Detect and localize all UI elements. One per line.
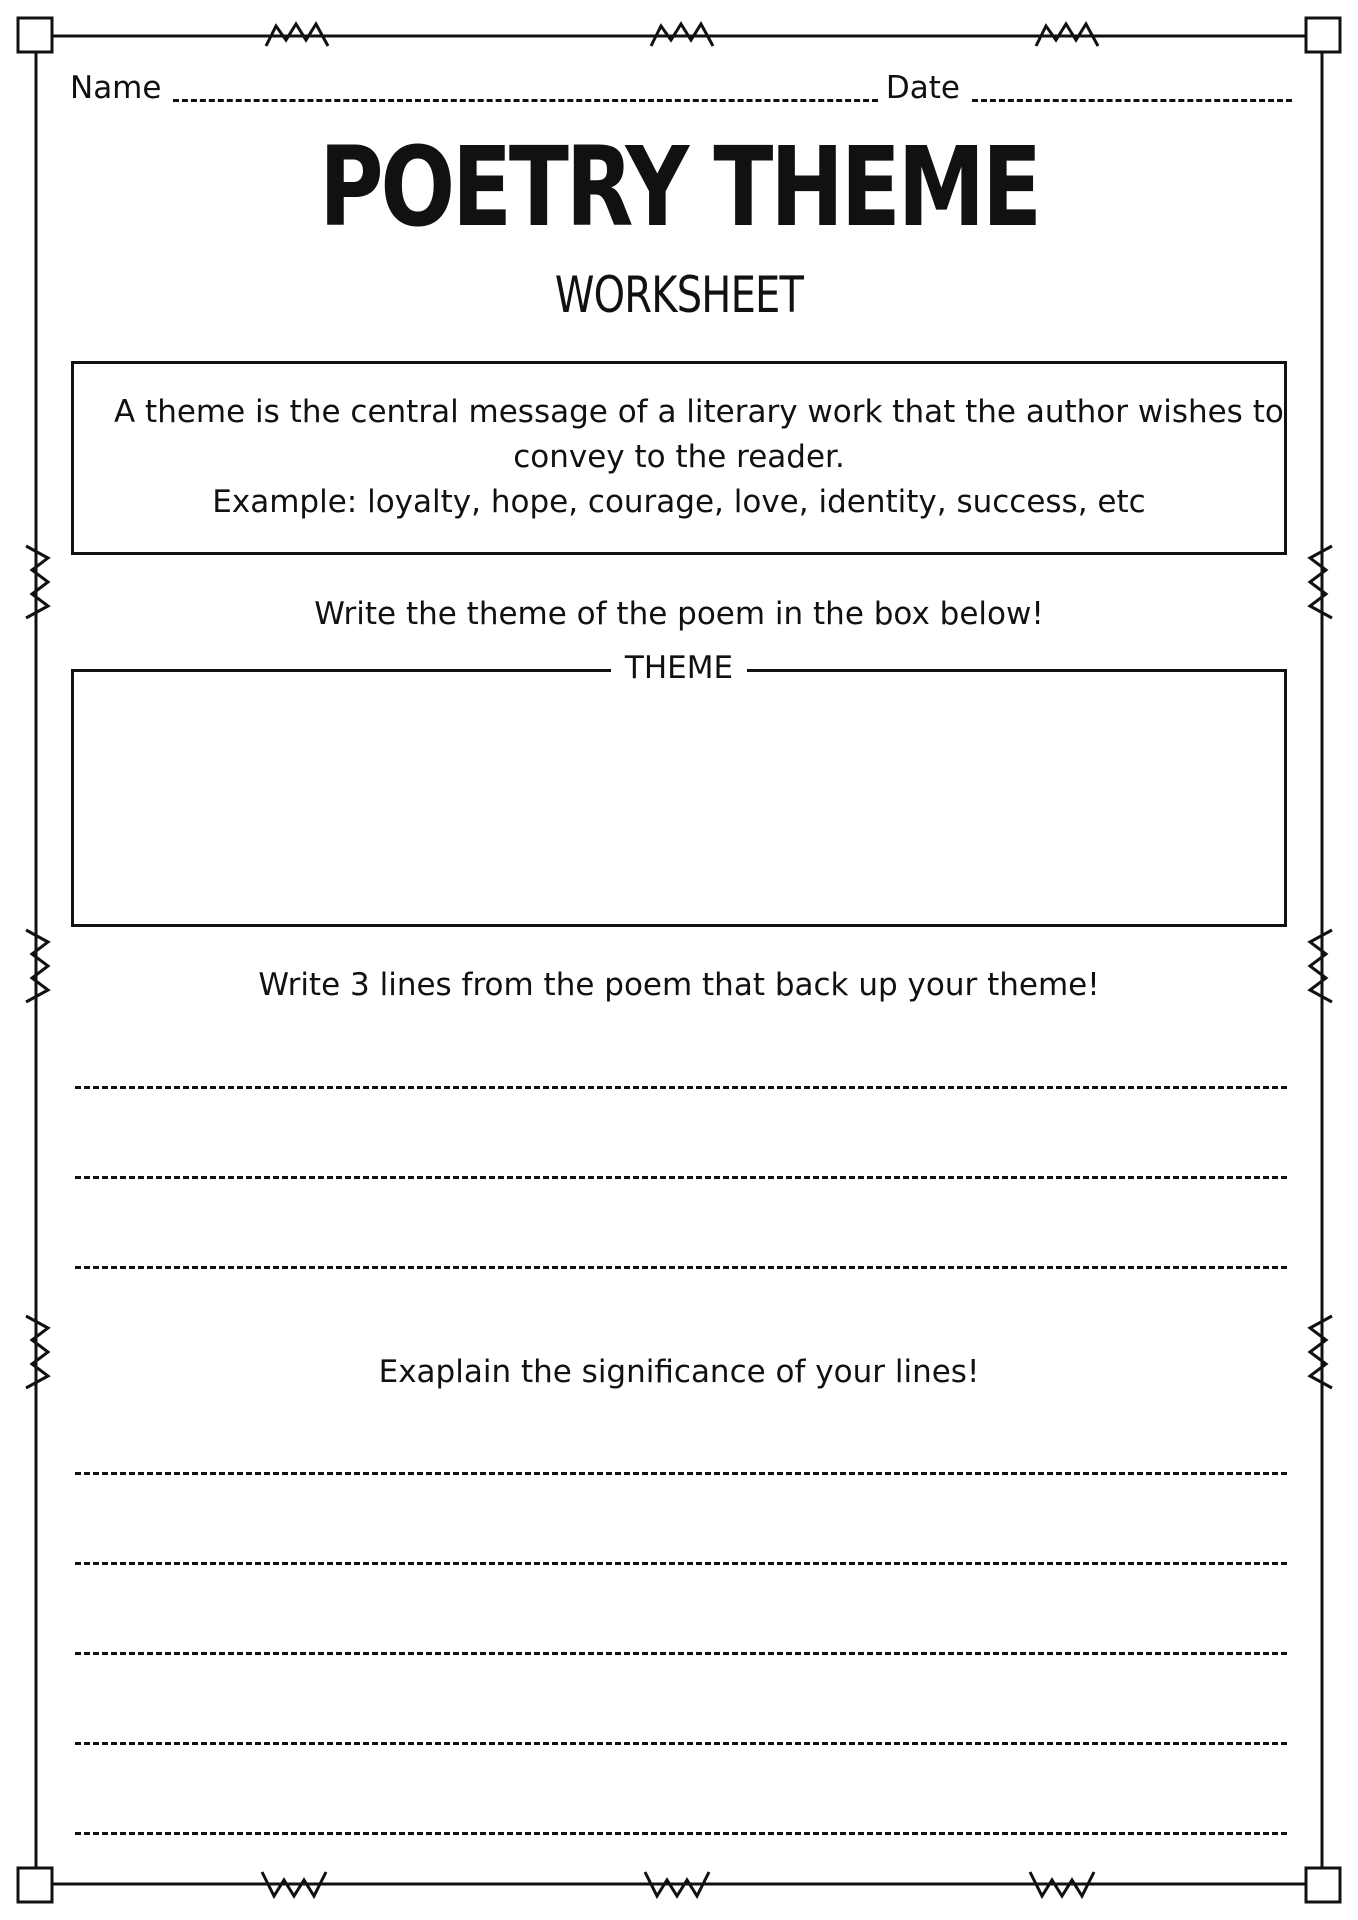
theme-box-label-wrap [0, 648, 1358, 688]
definition-line-2: convey to the reader. [513, 439, 845, 475]
theme-prompt: Write the theme of the poem in the box below! [314, 596, 1044, 632]
quote-line-2[interactable] [75, 1176, 1287, 1179]
quote-line-3[interactable] [75, 1266, 1287, 1269]
name-date-row [70, 62, 1292, 110]
theme-box-label: THEME [611, 650, 747, 686]
page-subtitle: WORKSHEET [554, 266, 804, 324]
corner-square-top-right [1306, 18, 1340, 52]
date-field[interactable] [972, 99, 1292, 102]
date-label: Date [885, 70, 960, 106]
corner-square-top-left [18, 18, 52, 52]
explain-prompt: Exaplain the significance of your lines! [378, 1354, 980, 1390]
page-title: POETRY THEME [319, 123, 1039, 251]
lines-prompt: Write 3 lines from the poem that back up your theme! [258, 967, 1100, 1003]
explain-line-4[interactable] [75, 1742, 1287, 1745]
corner-square-bottom-left [18, 1868, 52, 1902]
corner-square-bottom-right [1306, 1868, 1340, 1902]
definition-line-1: A theme is the central message of a literary work that the author wishes to [114, 394, 1284, 430]
explain-line-3[interactable] [75, 1652, 1287, 1655]
name-field[interactable] [173, 99, 877, 102]
explain-line-2[interactable] [75, 1562, 1287, 1565]
explain-line-1[interactable] [75, 1472, 1287, 1475]
definition-box [71, 361, 1287, 555]
definition-example: Example: loyalty, hope, courage, love, identity, success, etc [212, 484, 1146, 520]
quote-line-1[interactable] [75, 1086, 1287, 1089]
theme-answer-box[interactable] [71, 669, 1287, 927]
explain-line-5[interactable] [75, 1832, 1287, 1835]
name-label: Name [70, 70, 162, 106]
